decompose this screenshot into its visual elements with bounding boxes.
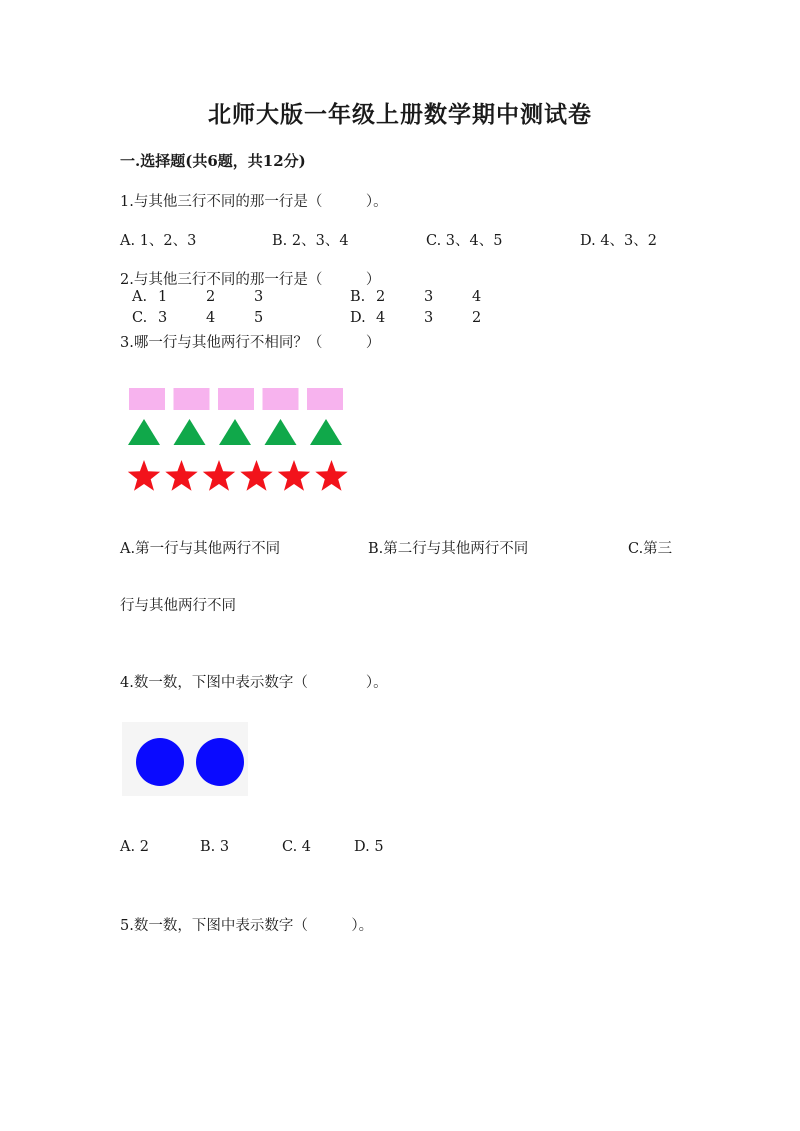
option-number: 3	[424, 289, 434, 305]
green-triangle	[128, 419, 160, 445]
option-letter: A.	[132, 289, 148, 305]
option-number: 4	[472, 289, 482, 305]
option-number: 2	[472, 310, 482, 326]
question-4-option-c: C. 4	[282, 839, 312, 855]
question-4-circles-figure	[122, 722, 248, 796]
question-1-option-a: A. 1、2、3	[120, 233, 197, 249]
red-star	[315, 460, 347, 491]
red-star	[203, 460, 235, 491]
question-2-stem: 2.与其他三行不同的那一行是（ ）	[120, 272, 381, 288]
page-title: 北师大版一年级上册数学期中测试卷	[208, 101, 592, 128]
red-star	[165, 460, 197, 491]
option-number: 3	[158, 310, 168, 326]
green-triangles-row	[128, 419, 342, 445]
option-number: 3	[254, 289, 264, 305]
green-triangle	[310, 419, 342, 445]
option-number: 2	[376, 289, 386, 305]
question-4-option-d: D. 5	[354, 839, 384, 855]
question-4-stem: 4.数一数，下图中表示数字（ ）。	[120, 675, 388, 691]
red-star	[128, 460, 160, 491]
question-3-stem: 3.哪一行与其他两行不相同？（ ）	[120, 335, 381, 351]
option-number: 3	[424, 310, 434, 326]
question-2-option-a	[132, 289, 263, 305]
question-5-stem: 5.数一数，下图中表示数字（ ）。	[120, 918, 374, 934]
question-2-option-c	[132, 310, 263, 326]
blue-circle	[196, 738, 244, 786]
question-3-shapes-figure	[122, 380, 352, 495]
pink-square	[307, 388, 343, 410]
pink-square	[218, 388, 254, 410]
pink-squares-row	[129, 388, 343, 410]
option-letter: C.	[132, 310, 148, 326]
question-4-option-b: B. 3	[200, 839, 230, 855]
question-3-option-c-part2: 行与其他两行不同	[120, 598, 236, 614]
question-1-option-d: D. 4、3、2	[580, 233, 658, 249]
green-triangle	[174, 419, 206, 445]
question-3-option-c-part1: C.第三	[628, 541, 673, 557]
green-triangle	[265, 419, 297, 445]
option-number: 5	[254, 310, 264, 326]
option-number: 1	[158, 289, 168, 305]
question-1-stem: 1.与其他三行不同的那一行是（ ）。	[120, 194, 388, 210]
option-number: 2	[206, 289, 216, 305]
green-triangle	[219, 419, 251, 445]
red-stars-row	[128, 460, 348, 491]
question-4-option-a: A. 2	[120, 839, 149, 855]
pink-square	[129, 388, 165, 410]
option-letter: B.	[350, 289, 366, 305]
blue-circle	[136, 738, 184, 786]
pink-square	[174, 388, 210, 410]
option-letter: D.	[350, 310, 366, 326]
question-3-option-b: B.第二行与其他两行不同	[368, 541, 529, 557]
red-star	[240, 460, 272, 491]
question-1-option-c: C. 3、4、5	[426, 233, 503, 249]
option-number: 4	[206, 310, 216, 326]
red-star	[278, 460, 310, 491]
pink-square	[263, 388, 299, 410]
question-2-option-d	[350, 310, 481, 326]
question-1-option-b: B. 2、3、4	[272, 233, 349, 249]
section-heading: 一.选择题(共6题，共12分)	[120, 152, 306, 170]
question-3-option-a: A.第一行与其他两行不同	[120, 541, 281, 557]
option-number: 4	[376, 310, 386, 326]
question-2-option-b	[350, 289, 481, 305]
